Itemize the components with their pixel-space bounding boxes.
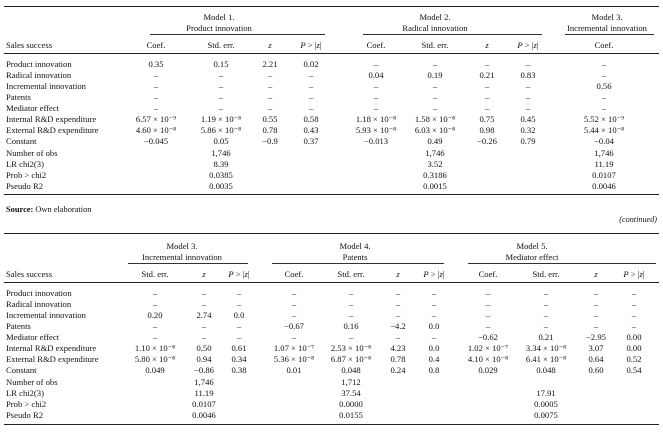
table2-cell: 0.78 — [390, 354, 406, 364]
table2-cell: – — [152, 299, 158, 309]
table2-cell: – — [201, 288, 207, 298]
table2-cell: 0.50 — [196, 343, 212, 353]
table1-cell: 0.83 — [520, 70, 536, 80]
table2-model-subtitle-3: Mediator effect — [505, 252, 559, 262]
table2-cell: – — [431, 288, 437, 298]
table2-col-label: Std. err. — [141, 269, 169, 279]
table1-cell: – — [308, 81, 314, 91]
table2-cell: – — [395, 288, 401, 298]
table1-cell: −0.26 — [477, 136, 497, 146]
table2-cell: −2.95 — [586, 332, 606, 342]
table1-cell: 0.79 — [520, 136, 536, 146]
table2-cell: – — [348, 332, 354, 342]
table2-cell: – — [485, 299, 491, 309]
table1-cell: 0.02 — [303, 59, 319, 69]
table2-cell: 1.07 × 10⁻⁷ — [273, 343, 315, 353]
table2-cell: 5.80 × 10⁻⁸ — [134, 354, 176, 364]
table1-cell: 0.56 — [596, 81, 612, 91]
table2-cell: – — [201, 332, 207, 342]
table2-cell: 0.048 — [536, 365, 556, 375]
table1-stat-label: LR chi2(3) — [6, 159, 44, 169]
table1-cell: – — [373, 81, 379, 91]
table1-cell: – — [484, 92, 490, 102]
table1-cell: 1.19 × 10⁻⁸ — [200, 114, 242, 124]
table1-cell: 2.21 — [262, 59, 278, 69]
table1-cell: – — [601, 59, 607, 69]
table2-cell: −0.86 — [194, 365, 214, 375]
table2-header-rule — [4, 282, 659, 283]
table2-cell: – — [485, 288, 491, 298]
table2-cell: – — [152, 332, 158, 342]
table1-col-label: z — [268, 40, 272, 50]
table1-cell: – — [525, 103, 531, 113]
table1-cell: – — [432, 59, 438, 69]
table2-model4-underline — [272, 263, 444, 264]
table2-cell: – — [236, 299, 242, 309]
table1-cell: – — [267, 70, 273, 80]
table2-stat-value: 37.54 — [341, 388, 361, 398]
table2-stat-value: 1,746 — [194, 377, 214, 387]
table2-stat-value: 1,712 — [341, 377, 361, 387]
table2-top-rule — [4, 233, 659, 234]
table2-cell: 0.8 — [428, 365, 440, 375]
table1-col-label: P > |z| — [517, 40, 539, 50]
table2-cell: 0.21 — [538, 332, 554, 342]
table1-cell: – — [432, 92, 438, 102]
table1-cell: 0.43 — [303, 125, 319, 135]
table1-model1-underline — [150, 34, 325, 35]
table2-stat-label: Number of obs — [6, 377, 58, 387]
table2-cell: – — [201, 321, 207, 331]
table1-cell: 0.78 — [262, 125, 278, 135]
table2-stat-value: 17.91 — [536, 388, 556, 398]
table2-cell: 0.60 — [588, 365, 604, 375]
table1-cell: −0.9 — [262, 136, 278, 146]
table1-row-label: Radical innovation — [6, 70, 72, 80]
table2-model-title-1: Model 3. — [166, 241, 198, 251]
table2-cell: – — [593, 288, 599, 298]
table2-model-title-2: Model 4. — [339, 241, 371, 251]
table2-cell: 6.41 × 10⁻⁸ — [525, 354, 567, 364]
table1-row-label: Product innovation — [6, 59, 72, 69]
table1-stat-value: 0.0046 — [592, 181, 616, 191]
table2-cell: 0.38 — [231, 365, 247, 375]
table2-model-subtitle-1: Incremental innovation — [142, 252, 222, 262]
table2-stat-value: 0.0005 — [534, 399, 558, 409]
table2-cell: – — [485, 321, 491, 331]
table2-cell: – — [395, 310, 401, 320]
table2-col-label: z — [202, 269, 206, 279]
table1-cell: 5.52 × 10⁻⁹ — [583, 114, 625, 124]
continued-label: (continued) — [619, 215, 657, 224]
table2-col-label: P > |z| — [423, 269, 445, 279]
table2-cell: – — [348, 310, 354, 320]
table1-row-label: External R&D expenditure — [6, 125, 99, 135]
table2-row-label: Internal R&D expenditure — [6, 343, 97, 353]
table1-model-title-2: Model 2. — [419, 12, 451, 22]
table1-cell: −0.04 — [594, 136, 614, 146]
table2-cell: – — [348, 299, 354, 309]
table1-cell: – — [601, 70, 607, 80]
table1-header-rule — [4, 53, 659, 54]
table2-cell: – — [291, 310, 297, 320]
table2-row-label: Constant — [6, 365, 37, 375]
table1-cell: 5.44 × 10⁻⁸ — [583, 125, 625, 135]
table2-cell: – — [236, 288, 242, 298]
table1-cell: −0.045 — [143, 136, 169, 146]
table1-stat-value: 0.0015 — [423, 181, 447, 191]
source-note — [6, 206, 91, 214]
table1-row-label: Patents — [6, 92, 31, 102]
table1-model-title-3: Model 3. — [591, 12, 623, 22]
table1-cell: 0.37 — [303, 136, 319, 146]
table1-stat-value: 1,746 — [594, 148, 614, 158]
table2-cell: 0.0 — [233, 310, 245, 320]
table1-row-label: Constant — [6, 136, 37, 146]
table2-stat-value: 11.19 — [194, 388, 214, 398]
table1-cell: – — [308, 92, 314, 102]
table1-stat-value: 0.0107 — [592, 170, 616, 180]
table1-cell: 0.19 — [427, 70, 443, 80]
table1-row-header: Sales success — [6, 40, 53, 50]
table1-stat-value: 0.0035 — [209, 181, 233, 191]
table2-cell: 6.87 × 10⁻⁸ — [330, 354, 372, 364]
table1-model3-underline — [565, 34, 654, 35]
table2-col-label: z — [594, 269, 598, 279]
table2-cell: 0.029 — [478, 365, 498, 375]
table2-cell: – — [291, 288, 297, 298]
table1-row-label: Mediator effect — [6, 103, 60, 113]
table1-stat-label: Number of obs — [6, 148, 58, 158]
table2-cell: 0.0 — [428, 343, 440, 353]
source-label: Source: — [6, 205, 34, 214]
table2-cell: −4.2 — [390, 321, 406, 331]
table1-cell: – — [218, 70, 224, 80]
table2-col-label: P > |z| — [623, 269, 645, 279]
table2-cell: 4.10 × 10⁻⁸ — [467, 354, 509, 364]
table2-cell: 0.52 — [626, 354, 642, 364]
table1-col-label: Coef. — [366, 40, 386, 50]
table2-cell: 5.36 × 10⁻⁸ — [273, 354, 315, 364]
table2-cell: – — [395, 332, 401, 342]
table1-cell: – — [153, 81, 159, 91]
table2-cell: – — [593, 310, 599, 320]
table1-cell: 0.49 — [427, 136, 443, 146]
table1-cell: 0.05 — [213, 136, 229, 146]
table2-stat-value: 0.0107 — [192, 399, 216, 409]
table2-cell: – — [593, 321, 599, 331]
table1-cell: – — [218, 92, 224, 102]
table2-cell: – — [431, 299, 437, 309]
table2-cell: – — [431, 310, 437, 320]
table2-cell: 0.00 — [626, 332, 642, 342]
table1-cell: – — [267, 103, 273, 113]
table2-cell: 0.048 — [341, 365, 361, 375]
table1-cell: 0.75 — [479, 114, 495, 124]
table1-stat-value: 0.0385 — [209, 170, 233, 180]
table1-cell: – — [153, 103, 159, 113]
table1-cell: – — [373, 103, 379, 113]
table1-model-subtitle-3: Incremental innovation — [567, 23, 647, 33]
table1-col-label: Coef. — [594, 40, 614, 50]
table1-cell: – — [601, 92, 607, 102]
table2-cell: −0.62 — [478, 332, 498, 342]
table2-cell: – — [631, 299, 637, 309]
table1-cell: – — [153, 92, 159, 102]
table2-cell: – — [543, 299, 549, 309]
table2-cell: 1.10 × 10⁻⁸ — [134, 343, 176, 353]
table1-col-label: Coef. — [146, 40, 166, 50]
table2-stat-value: 0.0155 — [339, 410, 363, 420]
table2-col-label: z — [396, 269, 400, 279]
table1-cell: – — [308, 103, 314, 113]
table1-cell: 0.21 — [479, 70, 495, 80]
table2-cell: 0.34 — [231, 354, 247, 364]
table1-row-label: Internal R&D expenditure — [6, 114, 97, 124]
table1-cell: – — [525, 92, 531, 102]
table2-cell: – — [431, 332, 437, 342]
table2-row-label: Mediator effect — [6, 332, 60, 342]
table2-cell: 0.64 — [588, 354, 604, 364]
table1-model-title-1: Model 1. — [203, 12, 235, 22]
table2-col-label: Std. err. — [337, 269, 365, 279]
table2-cell: 1.02 × 10⁻⁷ — [467, 343, 509, 353]
table2-stat-value: 0.0075 — [534, 410, 558, 420]
table2-model5-underline — [468, 263, 656, 264]
table2-stat-label: LR chi2(3) — [6, 388, 44, 398]
table1-cell: – — [484, 103, 490, 113]
table1-bottom-rule — [4, 194, 659, 195]
table2-cell: 0.54 — [626, 365, 642, 375]
table2-cell: – — [291, 332, 297, 342]
table1-cell: 1.58 × 10⁻⁸ — [414, 114, 456, 124]
table2-cell: 4.23 — [390, 343, 406, 353]
table1-stat-label: Prob > chi2 — [6, 170, 47, 180]
table2-model-title-3: Model 5. — [516, 241, 548, 251]
table1-cell: 0.15 — [213, 59, 229, 69]
table2-cell: 0.049 — [145, 365, 165, 375]
table2-cell: – — [631, 310, 637, 320]
table1-cell: – — [484, 81, 490, 91]
table1-cell: – — [525, 81, 531, 91]
table2-cell: – — [395, 299, 401, 309]
table2-row-label: Product innovation — [6, 288, 72, 298]
table2-cell: – — [631, 321, 637, 331]
table1-cell: 1.18 × 10⁻⁸ — [355, 114, 397, 124]
table1-cell: – — [432, 103, 438, 113]
table2-cell: – — [291, 299, 297, 309]
table2-stat-label: Pseudo R2 — [6, 410, 44, 420]
table2-model-subtitle-2: Patents — [342, 252, 368, 262]
table1-cell: – — [432, 81, 438, 91]
table1-stat-value: 11.19 — [594, 159, 614, 169]
table1-cell: −0.013 — [363, 136, 389, 146]
table1-cell: – — [601, 103, 607, 113]
table1-cell: 0.45 — [520, 114, 536, 124]
table1-cell: 0.55 — [262, 114, 278, 124]
table1-col-label: Std. err. — [207, 40, 235, 50]
table2-cell: 3.07 — [588, 343, 604, 353]
table2-row-label: Radical innovation — [6, 299, 72, 309]
table1-cell: 0.32 — [520, 125, 536, 135]
source-text: Own elaboration — [35, 205, 92, 214]
table2-cell: 2.53 × 10⁻⁸ — [330, 343, 372, 353]
table1-cell: 6.03 × 10⁻⁸ — [414, 125, 456, 135]
table2-cell: −0.67 — [284, 321, 304, 331]
table2-col-label: P > |z| — [228, 269, 250, 279]
table1-stat-label: Pseudo R2 — [6, 181, 44, 191]
table2-cell: – — [152, 321, 158, 331]
table1-col-label: Std. err. — [421, 40, 449, 50]
table1-col-label: P > |z| — [300, 40, 322, 50]
table1-cell: – — [484, 59, 490, 69]
table2-cell: 0.01 — [286, 365, 302, 375]
table1-cell: 0.04 — [368, 70, 384, 80]
table1-cell: 0.98 — [479, 125, 495, 135]
table1-cell: 5.93 × 10⁻⁸ — [355, 125, 397, 135]
table1-stat-value: 3.52 — [427, 159, 443, 169]
table1-col-label: z — [485, 40, 489, 50]
table2-cell: 0.0 — [428, 321, 440, 331]
table1-cell: – — [153, 70, 159, 80]
table2-cell: – — [593, 299, 599, 309]
table2-row-header: Sales success — [6, 269, 53, 279]
table2-cell: – — [631, 288, 637, 298]
table2-cell: 0.4 — [428, 354, 440, 364]
table2-cell: – — [543, 321, 549, 331]
table2-cell: – — [348, 288, 354, 298]
table2-cell: 0.20 — [147, 310, 163, 320]
table1-cell: – — [373, 92, 379, 102]
table2-cell: – — [543, 288, 549, 298]
table2-cell: – — [543, 310, 549, 320]
table2-cell: 0.00 — [626, 343, 642, 353]
table2-stat-value: 0.0046 — [192, 410, 216, 420]
table1-stat-value: 1,746 — [211, 148, 231, 158]
table2-cell: 0.16 — [343, 321, 359, 331]
table1-cell: 6.57 × 10⁻⁹ — [135, 114, 177, 124]
table2-row-label: External R&D expenditure — [6, 354, 99, 364]
table2-stat-value: 0.0000 — [339, 399, 363, 409]
table1-stat-value: 1,746 — [425, 148, 445, 158]
table1-cell: – — [525, 59, 531, 69]
table1-model-subtitle-2: Radical innovation — [402, 23, 468, 33]
table1-stat-value: 8.39 — [213, 159, 229, 169]
table1-model2-underline — [363, 34, 542, 35]
table1-cell: – — [218, 81, 224, 91]
table2-row-label: Incremental innovation — [6, 310, 86, 320]
table2-row-label: Patents — [6, 321, 31, 331]
table1-row-label: Incremental innovation — [6, 81, 86, 91]
table2-cell: 0.24 — [390, 365, 406, 375]
table2-cell: 2.74 — [196, 310, 212, 320]
table2-col-label: Std. err. — [532, 269, 560, 279]
table1-cell: – — [218, 103, 224, 113]
table1-cell: – — [267, 81, 273, 91]
table1-cell: – — [373, 59, 379, 69]
table2-stat-label: Prob > chi2 — [6, 399, 47, 409]
table2-col-label: Coef. — [478, 269, 498, 279]
table2-cell: – — [485, 310, 491, 320]
table2-cell: – — [152, 288, 158, 298]
table2-cell: – — [236, 321, 242, 331]
table2-bottom-rule — [4, 424, 659, 425]
table1-cell: 4.60 × 10⁻⁸ — [135, 125, 177, 135]
table2-cell: – — [201, 299, 207, 309]
table1-cell: 0.58 — [303, 114, 319, 124]
table2-col-label: Coef. — [284, 269, 304, 279]
table1-cell: 5.86 × 10⁻⁸ — [200, 125, 242, 135]
table1-stat-value: 0.3186 — [423, 170, 447, 180]
table1-cell: 0.35 — [148, 59, 164, 69]
table2-cell: 0.94 — [196, 354, 212, 364]
table1-model-subtitle-1: Product innovation — [186, 23, 252, 33]
table1-top-rule — [4, 6, 659, 7]
table2-cell: – — [236, 332, 242, 342]
table1-cell: – — [308, 70, 314, 80]
table2-cell: 0.61 — [231, 343, 247, 353]
table1-cell: – — [267, 92, 273, 102]
table2-cell: 3.34 × 10⁻⁸ — [525, 343, 567, 353]
table2-model3-underline — [128, 263, 248, 264]
